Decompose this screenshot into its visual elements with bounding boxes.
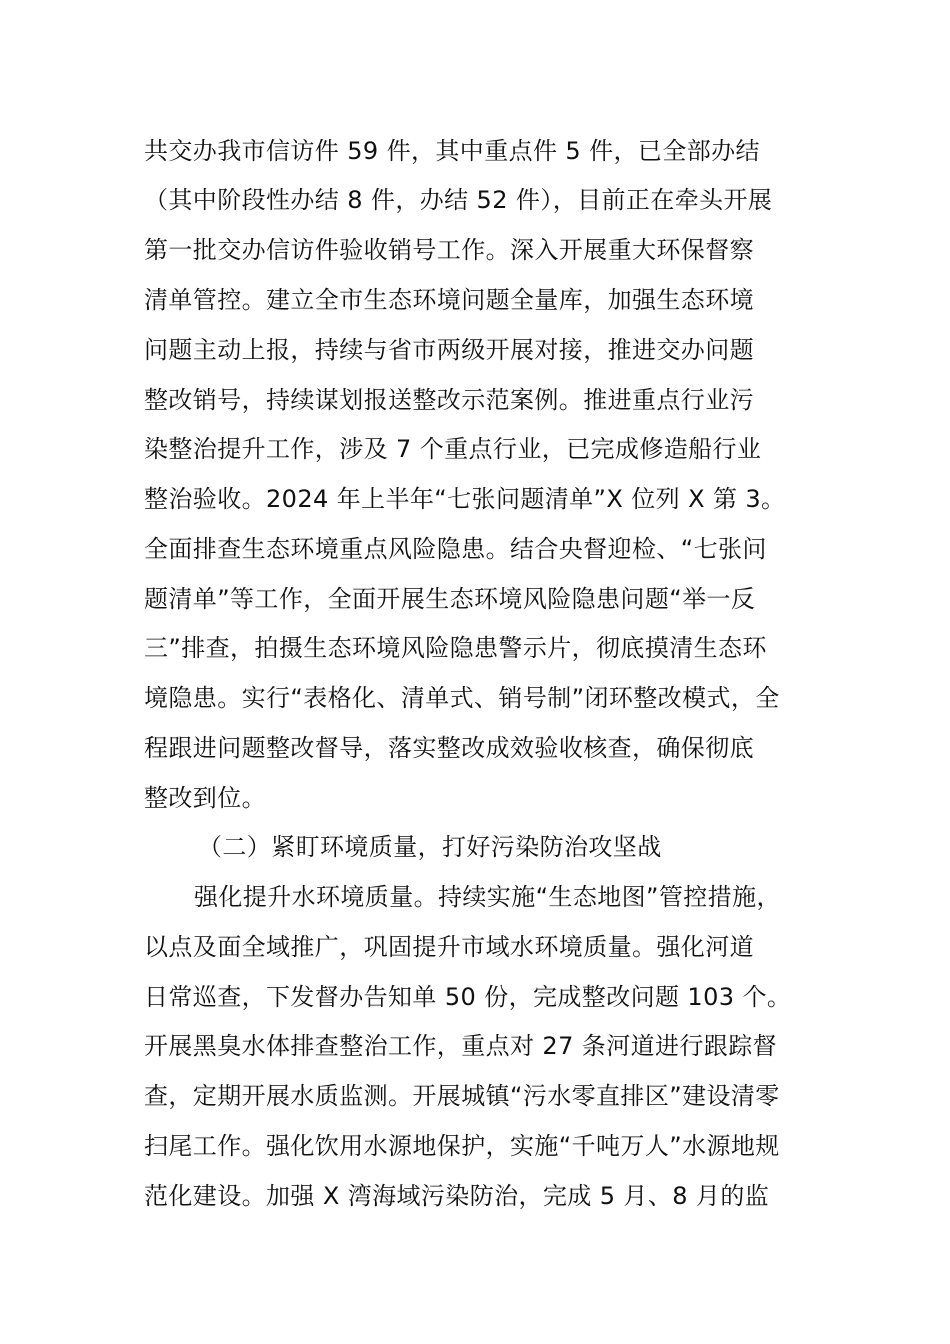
text-line: （其中阶段性办结 8 件，办结 52 件），目前正在牵头开展: [144, 186, 773, 214]
text-line: 全面排查生态环境重点风险隐患。结合央督迎检、“七张问: [144, 535, 767, 563]
text-line: 以点及面全域推广，巩固提升市域水环境质量。强化河道: [144, 933, 754, 961]
text-line: 范化建设。加强 X 湾海域污染防治，完成 5 月、8 月的监: [144, 1182, 770, 1210]
text-line: 查，定期开展水质监测。开展城镇“污水零直排区”建设清零: [144, 1082, 780, 1110]
text-line: 境隐患。实行“表格化、清单式、销号制”闭环整改模式，全: [144, 684, 780, 712]
text-line: 题清单”等工作，全面开展生态环境风险隐患问题“举一反: [144, 585, 756, 613]
text-line: 染整治提升工作，涉及 7 个重点行业，已完成修造船行业: [144, 435, 762, 463]
text-line: 开展黑臭水体排查整治工作，重点对 27 条河道进行跟踪督: [144, 1032, 777, 1060]
text-line: 第一批交办信访件验收销号工作。深入开展重大环保督察: [144, 236, 754, 264]
text-line: 共交办我市信访件 59 件，其中重点件 5 件，已全部办结: [144, 137, 760, 165]
text-line: 程跟进问题整改督导，落实整改成效验收核查，确保彻底: [144, 734, 754, 762]
text-line: 三”排查，拍摄生态环境风险隐患警示片，彻底摸清生态环: [144, 634, 767, 662]
text-line: 扫尾工作。强化饮用水源地保护，实施“千吨万人”水源地规: [144, 1132, 780, 1160]
paragraph-first-line: 强化提升水环境质量。持续实施“生态地图”管控措施，: [194, 883, 781, 911]
text-line: 整改到位。: [144, 784, 266, 812]
text-line: 问题主动上报，持续与省市两级开展对接，推进交办问题: [144, 336, 754, 364]
text-line: 清单管控。建立全市生态环境问题全量库，加强生态环境: [144, 286, 754, 314]
section-heading: （二）紧盯环境质量，打好污染防治攻坚战: [198, 833, 662, 861]
text-line: 整改销号，持续谋划报送整改示范案例。推进重点行业污: [144, 386, 754, 414]
text-line: 整治验收。2024 年上半年“七张问题清单”X 位列 X 第 3。: [144, 485, 786, 513]
text-line: 日常巡查，下发督办告知单 50 份，完成整改问题 103 个。: [144, 983, 792, 1011]
